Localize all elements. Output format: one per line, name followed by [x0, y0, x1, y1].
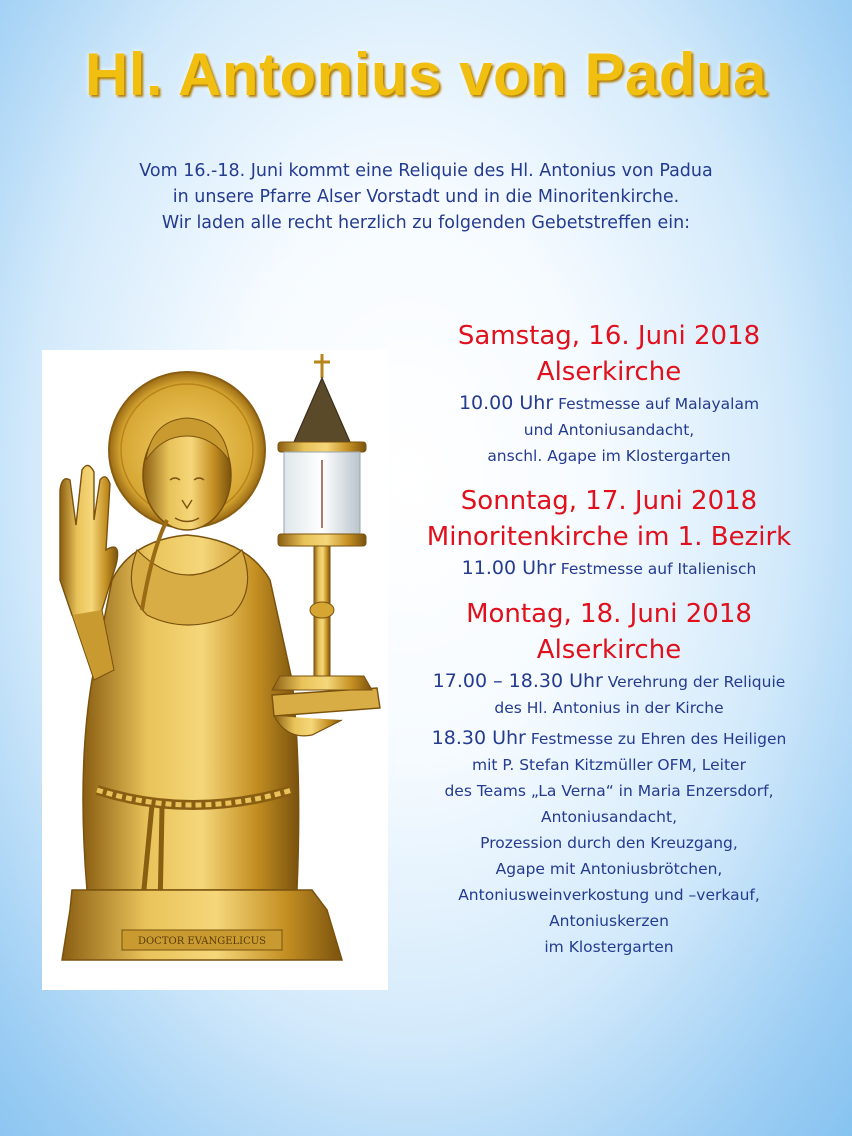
event-line: mit P. Stefan Kitzmüller OFM, Leiter	[472, 756, 746, 774]
event-description: Festmesse auf Italienisch	[560, 560, 757, 578]
event-line: Prozession durch den Kreuzgang,	[480, 834, 738, 852]
event-line	[400, 390, 818, 417]
statue-inscription: DOCTOR EVANGELICUS	[137, 936, 267, 947]
schedule-day-3	[400, 596, 818, 960]
event-description: Festmesse zu Ehren des Heiligen	[530, 730, 787, 748]
event-schedule	[400, 318, 818, 974]
event-line	[400, 555, 818, 582]
schedule-day-1	[400, 318, 818, 469]
statue-illustration	[42, 350, 388, 990]
event-time: 18.30 Uhr	[431, 727, 526, 749]
schedule-day-2	[400, 483, 818, 582]
event-line	[400, 725, 818, 752]
intro-line: in unsere Pfarre Alser Vorstadt und in die Minoritenkirche.	[172, 187, 680, 207]
poster-title: Hl. Antonius von Padua	[84, 41, 768, 108]
event-line: anschl. Agape im Klostergarten	[487, 447, 731, 465]
saint-statue-image	[42, 350, 388, 990]
event-line: Agape mit Antoniusbrötchen,	[495, 860, 723, 878]
place-heading: Minoritenkirche im 1. Bezirk	[426, 522, 792, 552]
event-description: Verehrung der Reliquie	[607, 673, 786, 691]
event-description: Festmesse auf Malayalam	[558, 395, 760, 413]
intro-text	[0, 158, 852, 236]
event-line: Antoniusandacht,	[540, 808, 678, 826]
event-time: 10.00 Uhr	[458, 392, 554, 414]
place-heading: Alserkirche	[536, 635, 682, 665]
reliquary	[272, 354, 372, 690]
event-line: des Hl. Antonius in der Kirche	[494, 699, 724, 717]
event-line: Antoniuskerzen	[549, 912, 669, 930]
event-line: und Antoniusandacht,	[523, 421, 695, 439]
intro-line: Vom 16.-18. Juni kommt eine Reliquie des Hl. Antonius von Padua	[139, 161, 713, 181]
event-time: 17.00 – 18.30 Uhr	[432, 670, 603, 692]
event-line	[400, 668, 818, 695]
event-line: Antoniusweinverkostung und –verkauf,	[458, 886, 760, 904]
event-line: im Klostergarten	[544, 938, 674, 956]
day-heading: Sonntag, 17. Juni 2018	[460, 486, 758, 516]
day-heading: Montag, 18. Juni 2018	[466, 599, 752, 629]
event-line: des Teams „La Verna“ in Maria Enzersdorf,	[444, 782, 774, 800]
intro-line: Wir laden alle recht herzlich zu folgenden Gebetstreffen ein:	[161, 213, 691, 233]
day-heading: Samstag, 16. Juni 2018	[457, 321, 761, 351]
event-time: 11.00 Uhr	[461, 557, 556, 579]
place-heading: Alserkirche	[536, 357, 682, 387]
